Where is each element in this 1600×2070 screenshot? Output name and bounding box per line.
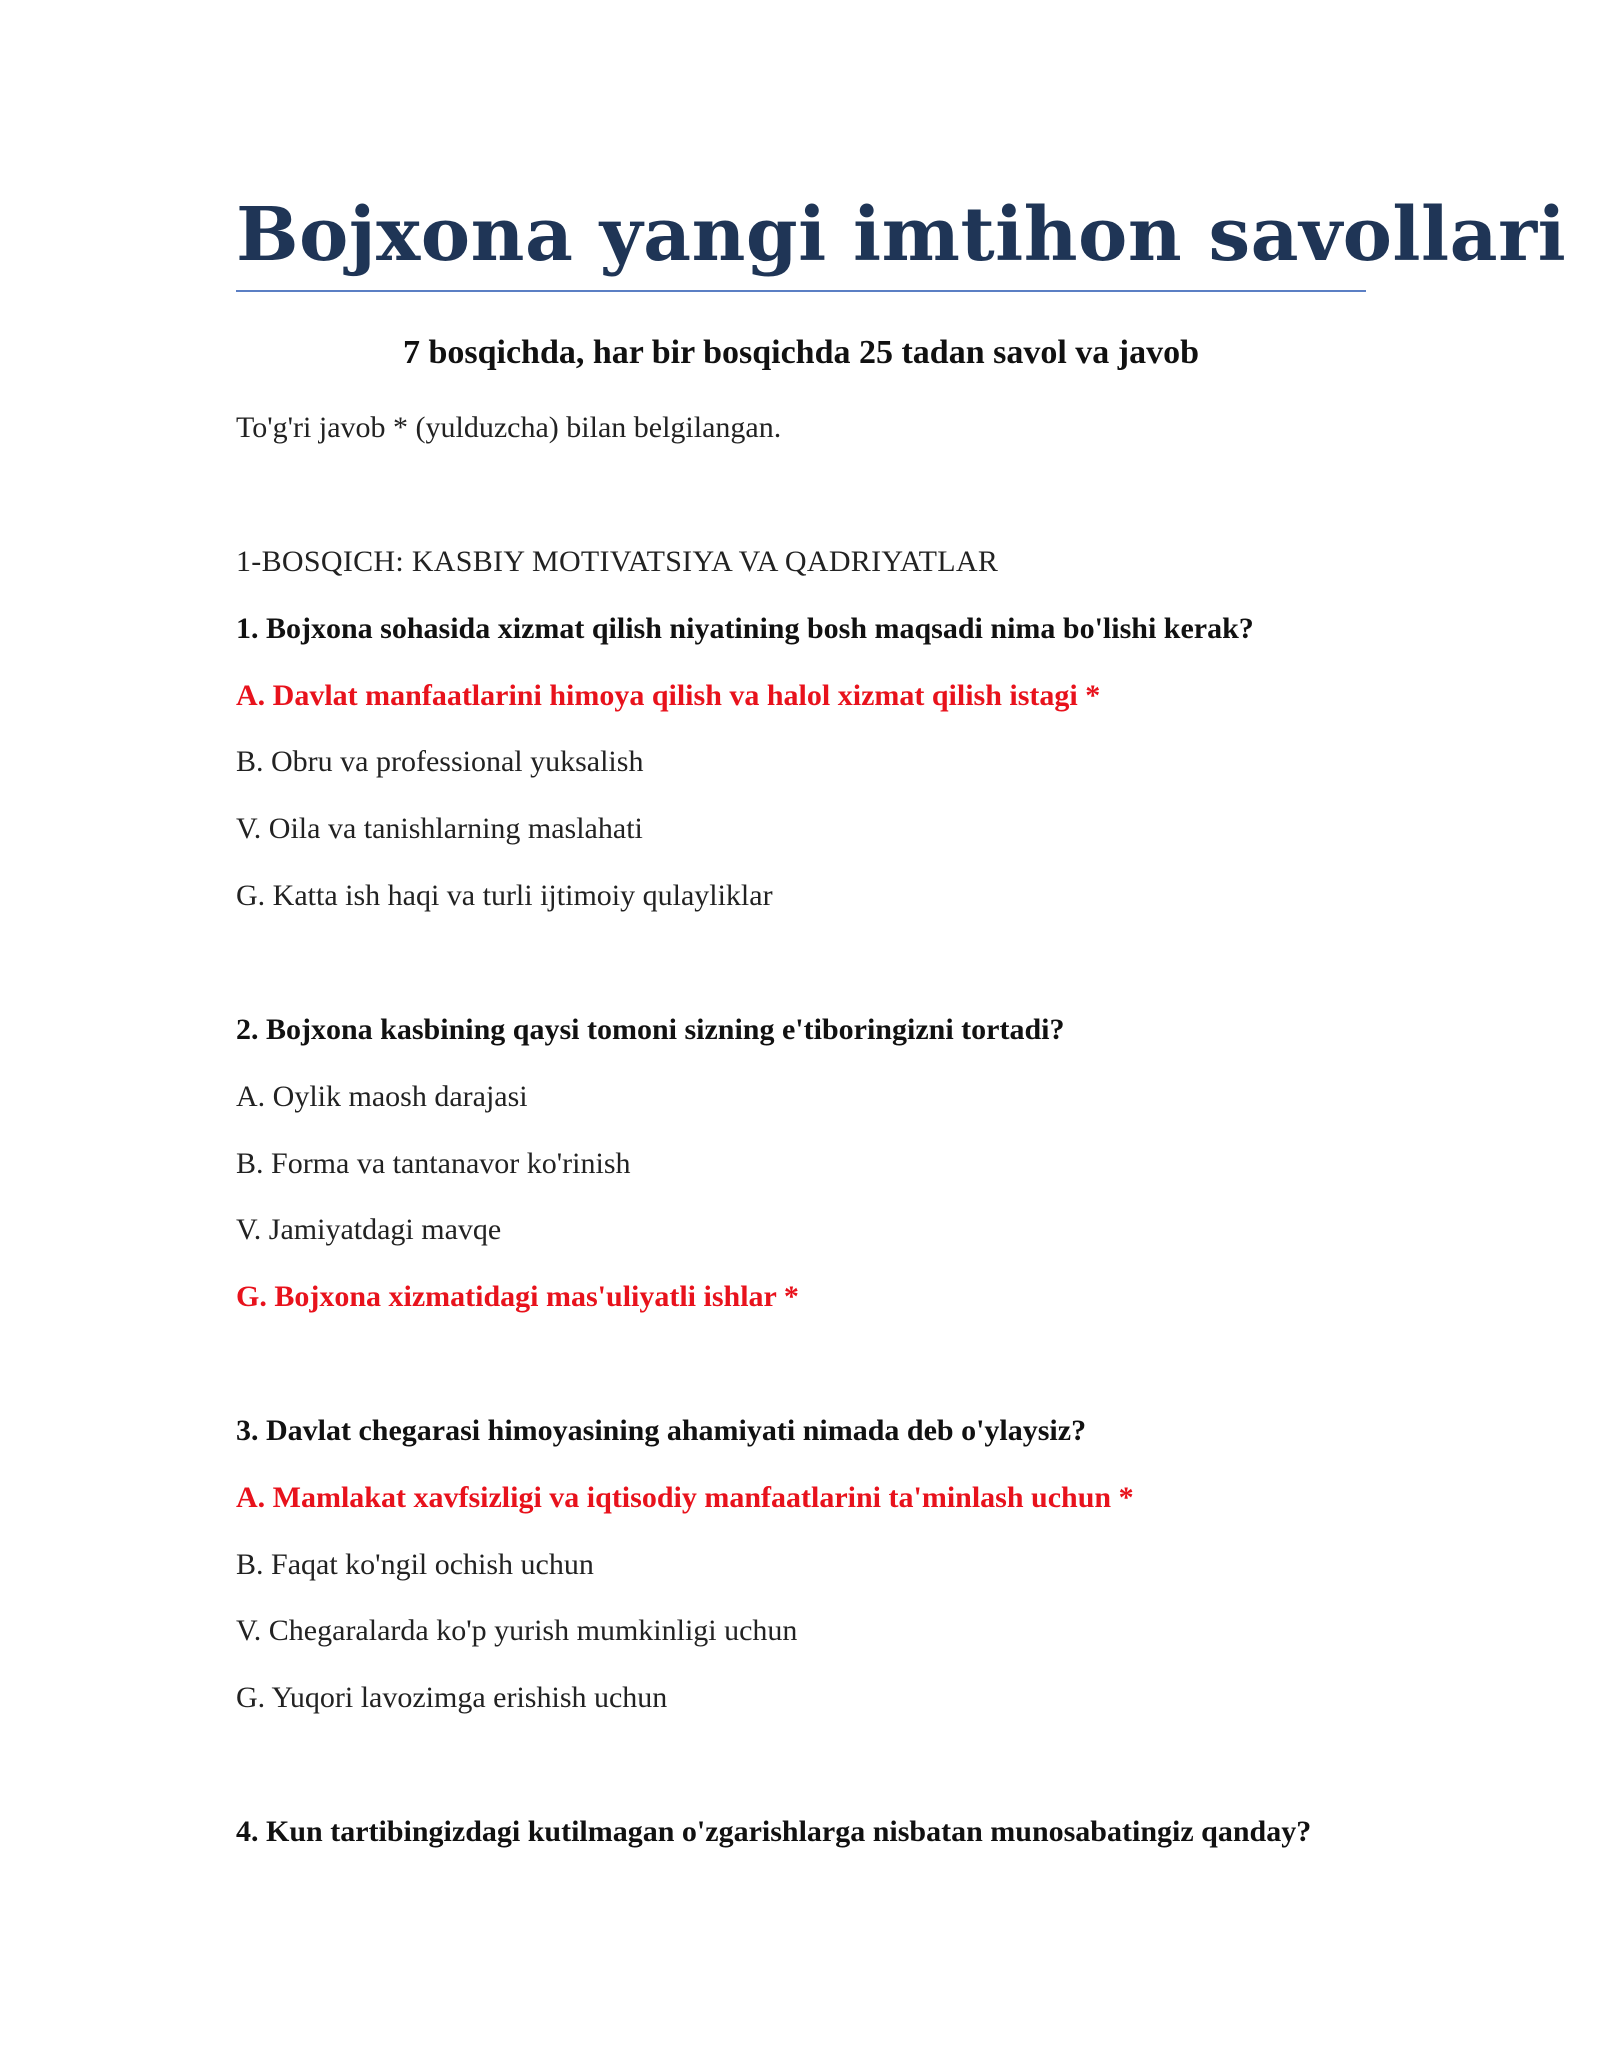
document-title: Bojxona yangi imtihon savollari (236, 192, 1567, 278)
option: G. Katta ish haqi va turli ijtimoiy qulayliklar (236, 879, 773, 912)
option-correct: A. Davlat manfaatlarini himoya qilish va halol xizmat qilish istagi * (236, 679, 1101, 712)
option: B. Obru va professional yuksalish (236, 745, 644, 778)
option-correct: G. Bojxona xizmatidagi mas'uliyatli ishlar * (236, 1280, 799, 1313)
option: G. Yuqori lavozimga erishish uchun (236, 1681, 668, 1714)
option-correct: A. Mamlakat xavfsizligi va iqtisodiy manfaatlarini ta'minlash uchun * (236, 1481, 1134, 1514)
option: B. Forma va tantanavor ko'rinish (236, 1147, 631, 1180)
document-subtitle: 7 bosqichda, har bir bosqichda 25 tadan savol va javob (402, 334, 1200, 371)
option: V. Jamiyatdagi mavqe (236, 1213, 502, 1246)
question-4: 4. Kun tartibingizdagi kutilmagan o'zgarishlarga nisbatan munosabatingiz qanday? (236, 1815, 1312, 1848)
question-2: 2. Bojxona kasbining qaysi tomoni sizning e'tiboringizni tortadi? (236, 1013, 1065, 1046)
answer-key-note: To'g'ri javob * (yulduzcha) bilan belgilangan. (236, 411, 782, 444)
question-1: 1. Bojxona sohasida xizmat qilish niyatining bosh maqsadi nima bo'lishi kerak? (236, 612, 1254, 645)
option: A. Oylik maosh darajasi (236, 1080, 528, 1113)
option: B. Faqat ko'ngil ochish uchun (236, 1548, 594, 1581)
title-underline (236, 290, 1366, 292)
question-3: 3. Davlat chegarasi himoyasining ahamiyati nimada deb o'ylaysiz? (236, 1414, 1087, 1447)
option: V. Chegaralarda ko'p yurish mumkinligi uchun (236, 1614, 798, 1647)
option: V. Oila va tanishlarning maslahati (236, 812, 643, 845)
section-heading: 1-BOSQICH: KASBIY MOTIVATSIYA VA QADRIYATLAR (236, 545, 999, 578)
